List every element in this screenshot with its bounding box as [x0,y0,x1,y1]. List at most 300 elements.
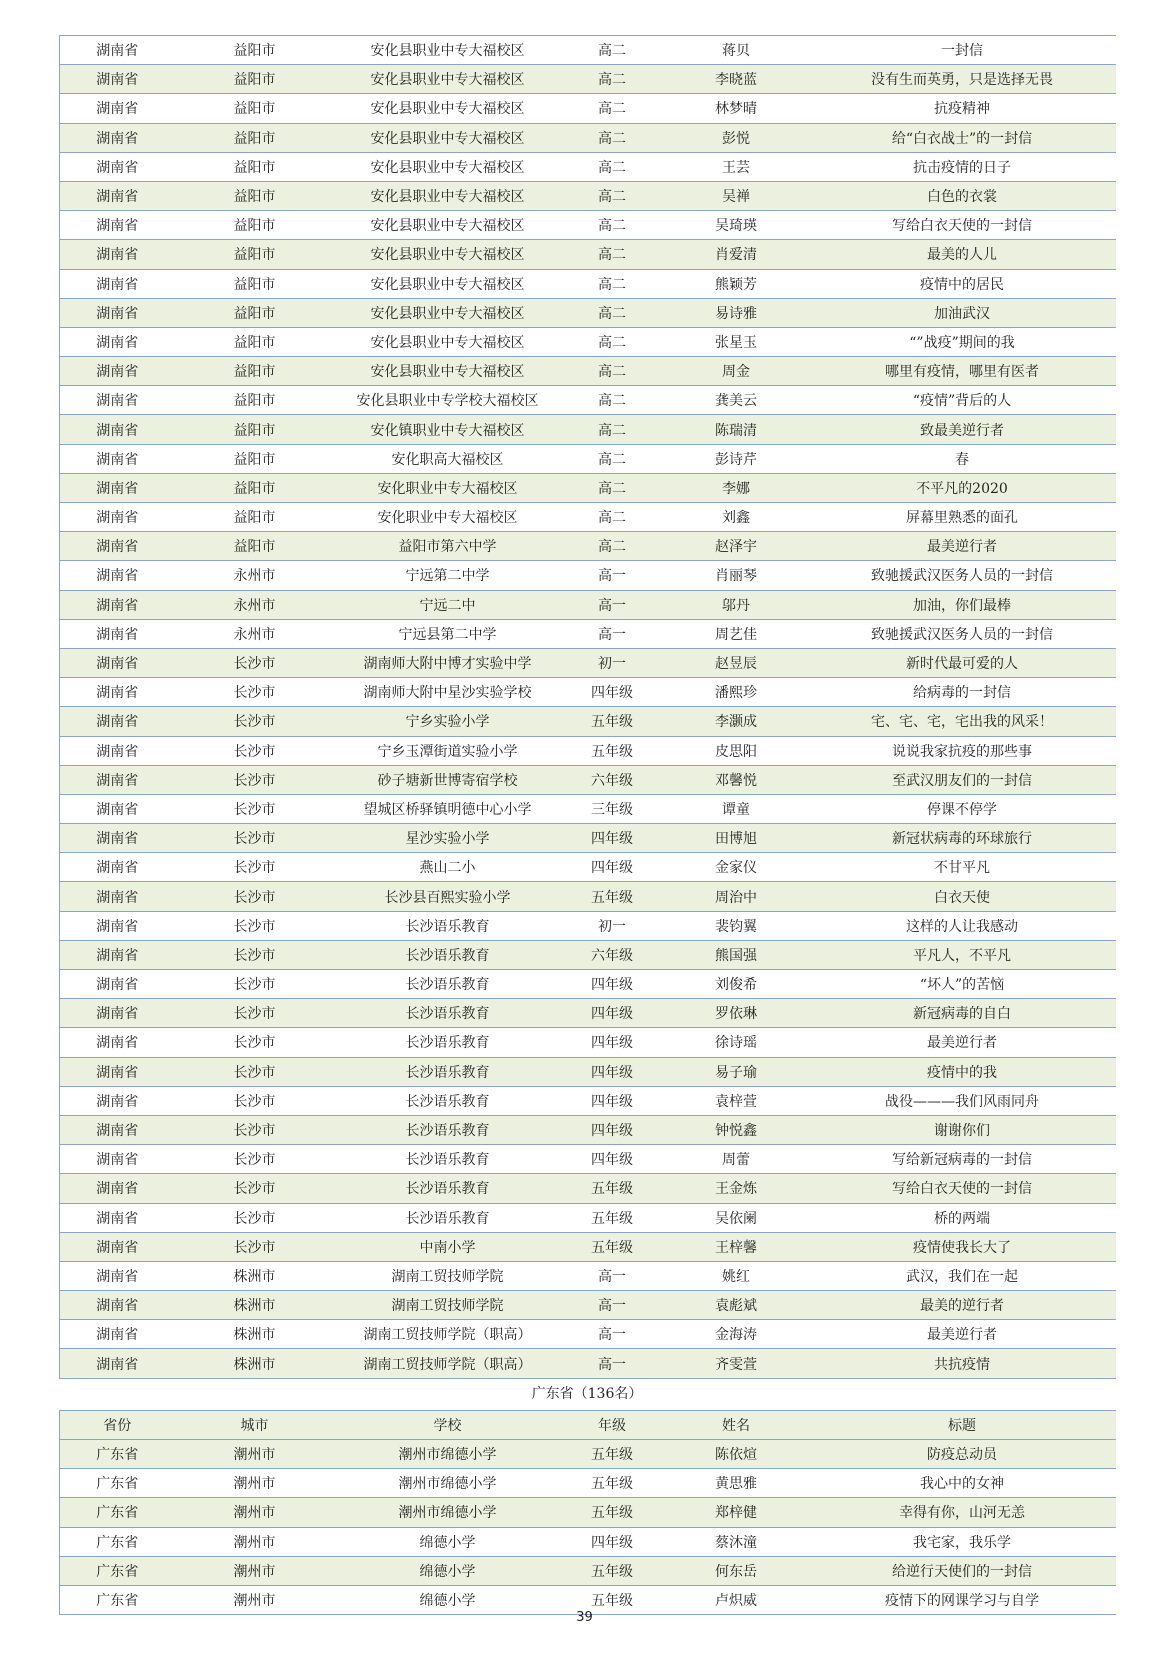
cell-school: 绵德小学 [335,1556,561,1585]
cell-title: 宅、宅、宅，宅出我的风采！ [809,707,1116,736]
cell-school: 安化县职业中专大福校区 [335,357,561,386]
cell-school: 望城区桥驿镇明德中心小学 [335,794,561,823]
cell-name: 彭悦 [664,123,809,152]
cell-title: 写给白衣天使的一封信 [809,1174,1116,1203]
cell-province: 湖南省 [60,882,175,911]
cell-title: 战役———我们风雨同舟 [809,1086,1116,1115]
cell-province: 湖南省 [60,386,175,415]
cell-title: 白衣天使 [809,882,1116,911]
cell-title: 疫情下的网课学习与自学 [809,1585,1116,1614]
cell-city: 永州市 [175,590,335,619]
cell-province: 湖南省 [60,269,175,298]
cell-city: 益阳市 [175,240,335,269]
cell-grade: 高二 [561,211,664,240]
table-row [60,765,1116,794]
cell-school: 长沙语乐教育 [335,940,561,969]
results-table-body [60,1440,1116,1615]
cell-province: 湖南省 [60,707,175,736]
cell-province: 湖南省 [60,1028,175,1057]
cell-province: 湖南省 [60,503,175,532]
cell-name: 林梦晴 [664,94,809,123]
cell-school: 长沙语乐教育 [335,1115,561,1144]
cell-name: 龚美云 [664,386,809,415]
table-row [60,1174,1116,1203]
column-header-grade: 年级 [561,1411,664,1440]
cell-city: 长沙市 [175,1203,335,1232]
cell-name: 陈瑞清 [664,415,809,444]
cell-name: 邬丹 [664,590,809,619]
cell-school: 砂子塘新世博寄宿学校 [335,765,561,794]
table-row [60,1498,1116,1527]
cell-name: 邓馨悦 [664,765,809,794]
cell-name: 李娜 [664,473,809,502]
cell-name: 吴琦瑛 [664,211,809,240]
cell-name: 熊国强 [664,940,809,969]
table-row [60,1469,1116,1498]
cell-name: 王芸 [664,152,809,181]
cell-title: 抗疫精神 [809,94,1116,123]
cell-name: 王梓馨 [664,1232,809,1261]
cell-title: 最美的人儿 [809,240,1116,269]
cell-title: 最美逆行者 [809,1028,1116,1057]
cell-title: 疫情中的居民 [809,269,1116,298]
cell-city: 永州市 [175,561,335,590]
cell-name: 黄思雅 [664,1469,809,1498]
table-row [60,357,1116,386]
column-header-name: 姓名 [664,1411,809,1440]
cell-grade: 五年级 [561,1585,664,1614]
cell-grade: 四年级 [561,999,664,1028]
cell-city: 株洲市 [175,1349,335,1378]
table-row [60,386,1116,415]
cell-province: 湖南省 [60,36,175,65]
cell-school: 长沙语乐教育 [335,970,561,999]
cell-grade: 高一 [561,561,664,590]
cell-city: 长沙市 [175,1232,335,1261]
cell-province: 湖南省 [60,1174,175,1203]
cell-city: 益阳市 [175,386,335,415]
cell-grade: 初一 [561,648,664,677]
table-row [60,707,1116,736]
cell-city: 益阳市 [175,473,335,502]
table-row [60,1291,1116,1320]
cell-province: 湖南省 [60,1057,175,1086]
table-row [60,1203,1116,1232]
cell-province: 湖南省 [60,327,175,356]
cell-province: 湖南省 [60,65,175,94]
cell-province: 广东省 [60,1469,175,1498]
cell-grade: 四年级 [561,1028,664,1057]
table-row [60,970,1116,999]
cell-city: 益阳市 [175,327,335,356]
cell-grade: 高一 [561,1291,664,1320]
cell-grade: 四年级 [561,1527,664,1556]
table-row [60,94,1116,123]
cell-school: 安化县职业中专大福校区 [335,211,561,240]
cell-grade: 五年级 [561,1174,664,1203]
table-row [60,181,1116,210]
cell-province: 湖南省 [60,1145,175,1174]
cell-name: 肖爱清 [664,240,809,269]
cell-name: 何东岳 [664,1556,809,1585]
cell-name: 刘俊希 [664,970,809,999]
cell-school: 绵德小学 [335,1585,561,1614]
table-row [60,1527,1116,1556]
cell-grade: 五年级 [561,1440,664,1469]
cell-province: 湖南省 [60,532,175,561]
cell-school: 益阳市第六中学 [335,532,561,561]
cell-name: 刘鑫 [664,503,809,532]
cell-city: 永州市 [175,619,335,648]
cell-province: 湖南省 [60,911,175,940]
cell-city: 长沙市 [175,911,335,940]
cell-name: 易子瑜 [664,1057,809,1086]
cell-name: 李灏成 [664,707,809,736]
cell-name: 吴依阑 [664,1203,809,1232]
cell-title: 最美逆行者 [809,532,1116,561]
cell-province: 湖南省 [60,1203,175,1232]
cell-school: 安化县职业中专大福校区 [335,298,561,327]
cell-province: 湖南省 [60,1086,175,1115]
cell-school: 安化县职业中专大福校区 [335,181,561,210]
table-row [60,590,1116,619]
cell-title: 停课不停学 [809,794,1116,823]
cell-title: 新冠状病毒的环球旅行 [809,824,1116,853]
cell-title: 共抗疫情 [809,1349,1116,1378]
cell-grade: 高二 [561,152,664,181]
table-row [60,940,1116,969]
cell-city: 益阳市 [175,357,335,386]
cell-school: 湖南师大附中星沙实验学校 [335,678,561,707]
cell-province: 湖南省 [60,824,175,853]
cell-title: 哪里有疫情，哪里有医者 [809,357,1116,386]
cell-city: 益阳市 [175,36,335,65]
cell-title: 新冠病毒的自白 [809,999,1116,1028]
cell-city: 株洲市 [175,1291,335,1320]
cell-title: 桥的两端 [809,1203,1116,1232]
cell-city: 益阳市 [175,269,335,298]
cell-title: 写给白衣天使的一封信 [809,211,1116,240]
cell-name: 田博旭 [664,824,809,853]
cell-grade: 高一 [561,1320,664,1349]
cell-school: 长沙语乐教育 [335,1086,561,1115]
cell-school: 中南小学 [335,1232,561,1261]
cell-school: 安化县职业中专大福校区 [335,123,561,152]
cell-school: 湖南工贸技师学院 [335,1291,561,1320]
cell-school: 安化县职业中专大福校区 [335,36,561,65]
table-row [60,269,1116,298]
table-row [60,619,1116,648]
cell-school: 湖南工贸技师学院（职高） [335,1349,561,1378]
cell-name: 卢炽威 [664,1585,809,1614]
cell-school: 长沙语乐教育 [335,911,561,940]
cell-title: 最美的逆行者 [809,1291,1116,1320]
cell-province: 湖南省 [60,1261,175,1290]
table-row [60,794,1116,823]
table-row [60,503,1116,532]
cell-grade: 三年级 [561,794,664,823]
cell-city: 长沙市 [175,1174,335,1203]
cell-grade: 五年级 [561,1556,664,1585]
cell-school: 长沙语乐教育 [335,1057,561,1086]
table-row [60,911,1116,940]
table-row [60,1028,1116,1057]
cell-grade: 高一 [561,1261,664,1290]
cell-city: 益阳市 [175,123,335,152]
cell-title: 给病毒的一封信 [809,678,1116,707]
cell-province: 湖南省 [60,590,175,619]
cell-name: 肖丽琴 [664,561,809,590]
cell-school: 安化职高大福校区 [335,444,561,473]
cell-grade: 六年级 [561,765,664,794]
cell-grade: 四年级 [561,1115,664,1144]
cell-grade: 四年级 [561,1086,664,1115]
cell-province: 湖南省 [60,765,175,794]
cell-school: 湖南工贸技师学院 [335,1261,561,1290]
cell-title: 这样的人让我感动 [809,911,1116,940]
cell-city: 长沙市 [175,1115,335,1144]
column-header-province: 省份 [60,1411,175,1440]
cell-title: 至武汉朋友们的一封信 [809,765,1116,794]
table-row [60,65,1116,94]
cell-name: 陈依煊 [664,1440,809,1469]
cell-grade: 高二 [561,240,664,269]
cell-title: 写给新冠病毒的一封信 [809,1145,1116,1174]
cell-province: 广东省 [60,1440,175,1469]
cell-title: 谢谢你们 [809,1115,1116,1144]
cell-title: 给逆行天使们的一封信 [809,1556,1116,1585]
cell-name: 裴钧翼 [664,911,809,940]
cell-school: 长沙语乐教育 [335,1174,561,1203]
cell-title: 没有生而英勇，只是选择无畏 [809,65,1116,94]
cell-province: 湖南省 [60,152,175,181]
cell-name: 周艺佳 [664,619,809,648]
cell-title: 致最美逆行者 [809,415,1116,444]
cell-school: 潮州市绵德小学 [335,1440,561,1469]
cell-city: 长沙市 [175,824,335,853]
cell-province: 湖南省 [60,473,175,502]
cell-name: 蒋贝 [664,36,809,65]
cell-title: 我宅家，我乐学 [809,1527,1116,1556]
cell-school: 安化县职业中专学校大福校区 [335,386,561,415]
table-row [60,882,1116,911]
cell-title: 加油，你们最棒 [809,590,1116,619]
cell-grade: 六年级 [561,940,664,969]
cell-name: 袁彪斌 [664,1291,809,1320]
cell-school: 燕山二小 [335,853,561,882]
cell-school: 湖南工贸技师学院（职高） [335,1320,561,1349]
table-row [60,240,1116,269]
cell-school: 星沙实验小学 [335,824,561,853]
table-header-row [60,1411,1116,1440]
table-row [60,211,1116,240]
cell-city: 株洲市 [175,1261,335,1290]
cell-city: 株洲市 [175,1320,335,1349]
cell-school: 安化县职业中专大福校区 [335,327,561,356]
cell-grade: 五年级 [561,1469,664,1498]
cell-title: 致驰援武汉医务人员的一封信 [809,561,1116,590]
table-row [60,853,1116,882]
table-row [60,36,1116,65]
cell-province: 湖南省 [60,999,175,1028]
cell-school: 长沙语乐教育 [335,1203,561,1232]
cell-province: 湖南省 [60,794,175,823]
cell-grade: 高二 [561,269,664,298]
table-row [60,298,1116,327]
cell-grade: 高二 [561,473,664,502]
cell-province: 湖南省 [60,240,175,269]
cell-name: 金家仪 [664,853,809,882]
results-table-body [60,36,1116,1379]
cell-title: “坏人”的苦恼 [809,970,1116,999]
cell-name: 徐诗瑶 [664,1028,809,1057]
cell-title: 新时代最可爱的人 [809,648,1116,677]
cell-province: 湖南省 [60,181,175,210]
cell-grade: 四年级 [561,824,664,853]
cell-city: 长沙市 [175,1145,335,1174]
cell-grade: 五年级 [561,736,664,765]
cell-grade: 五年级 [561,882,664,911]
results-table-hunan [59,35,1116,1379]
cell-name: 齐雯萱 [664,1349,809,1378]
cell-grade: 四年级 [561,970,664,999]
cell-province: 湖南省 [60,444,175,473]
cell-title: 平凡人，不平凡 [809,940,1116,969]
cell-school: 宁远县第二中学 [335,619,561,648]
cell-name: 张星玉 [664,327,809,356]
cell-province: 湖南省 [60,619,175,648]
cell-grade: 初一 [561,911,664,940]
cell-province: 湖南省 [60,1232,175,1261]
cell-title: 一封信 [809,36,1116,65]
table-row [60,1115,1116,1144]
cell-title: 武汉，我们在一起 [809,1261,1116,1290]
cell-city: 长沙市 [175,765,335,794]
cell-name: 周蕾 [664,1145,809,1174]
cell-school: 宁乡玉潭街道实验小学 [335,736,561,765]
cell-name: 蔡沐潼 [664,1527,809,1556]
cell-grade: 高二 [561,327,664,356]
cell-province: 湖南省 [60,940,175,969]
cell-province: 广东省 [60,1556,175,1585]
cell-grade: 高二 [561,65,664,94]
cell-city: 长沙市 [175,853,335,882]
cell-school: 安化县职业中专大福校区 [335,94,561,123]
table-row [60,648,1116,677]
cell-grade: 高二 [561,503,664,532]
cell-grade: 高二 [561,532,664,561]
cell-title: 疫情使我长大了 [809,1232,1116,1261]
cell-city: 益阳市 [175,298,335,327]
cell-province: 湖南省 [60,853,175,882]
cell-city: 益阳市 [175,415,335,444]
cell-title: 说说我家抗疫的那些事 [809,736,1116,765]
table-row [60,123,1116,152]
cell-title: 不甘平凡 [809,853,1116,882]
cell-school: 长沙语乐教育 [335,1028,561,1057]
table-row [60,678,1116,707]
cell-school: 湖南师大附中博才实验中学 [335,648,561,677]
cell-name: 郑梓健 [664,1498,809,1527]
cell-city: 潮州市 [175,1469,335,1498]
table-row [60,1349,1116,1378]
section-heading: 广东省（136名） [531,1386,643,1402]
cell-city: 长沙市 [175,1086,335,1115]
cell-name: 皮思阳 [664,736,809,765]
cell-school: 长沙语乐教育 [335,999,561,1028]
table-row [60,999,1116,1028]
cell-title: 我心中的女神 [809,1469,1116,1498]
cell-school: 宁乡实验小学 [335,707,561,736]
table-row [60,444,1116,473]
cell-province: 湖南省 [60,561,175,590]
cell-title: 致驰援武汉医务人员的一封信 [809,619,1116,648]
cell-title: 给“白衣战士”的一封信 [809,123,1116,152]
cell-city: 潮州市 [175,1440,335,1469]
cell-province: 湖南省 [60,648,175,677]
cell-city: 长沙市 [175,678,335,707]
cell-grade: 五年级 [561,707,664,736]
cell-grade: 高二 [561,357,664,386]
cell-name: 周治中 [664,882,809,911]
cell-province: 湖南省 [60,1349,175,1378]
cell-province: 湖南省 [60,123,175,152]
cell-grade: 四年级 [561,1057,664,1086]
cell-grade: 高二 [561,415,664,444]
cell-grade: 五年级 [561,1203,664,1232]
cell-school: 潮州市绵德小学 [335,1469,561,1498]
cell-name: 周金 [664,357,809,386]
cell-grade: 高二 [561,94,664,123]
cell-title: 抗击疫情的日子 [809,152,1116,181]
table-row [60,1086,1116,1115]
table-row [60,561,1116,590]
cell-grade: 高二 [561,298,664,327]
cell-grade: 四年级 [561,1145,664,1174]
cell-school: 安化职业中专大福校区 [335,473,561,502]
cell-name: 彭诗芹 [664,444,809,473]
cell-city: 长沙市 [175,648,335,677]
cell-province: 广东省 [60,1585,175,1614]
cell-province: 广东省 [60,1527,175,1556]
cell-grade: 高二 [561,181,664,210]
cell-province: 湖南省 [60,1320,175,1349]
cell-province: 湖南省 [60,298,175,327]
table-row [60,152,1116,181]
cell-name: 王金炼 [664,1174,809,1203]
cell-title: “疫情”背后的人 [809,386,1116,415]
cell-city: 益阳市 [175,65,335,94]
cell-grade: 四年级 [561,853,664,882]
cell-grade: 五年级 [561,1232,664,1261]
cell-school: 安化职业中专大福校区 [335,503,561,532]
table-row [60,1440,1116,1469]
cell-name: 潘熙珍 [664,678,809,707]
cell-school: 安化县职业中专大福校区 [335,152,561,181]
cell-city: 潮州市 [175,1527,335,1556]
table-row [60,1320,1116,1349]
cell-grade: 高一 [561,590,664,619]
cell-name: 易诗雅 [664,298,809,327]
cell-school: 安化县职业中专大福校区 [335,240,561,269]
cell-city: 长沙市 [175,999,335,1028]
cell-province: 湖南省 [60,1291,175,1320]
cell-city: 长沙市 [175,794,335,823]
cell-title: 白色的衣裳 [809,181,1116,210]
cell-city: 长沙市 [175,736,335,765]
table-row [60,1057,1116,1086]
table-row [60,532,1116,561]
